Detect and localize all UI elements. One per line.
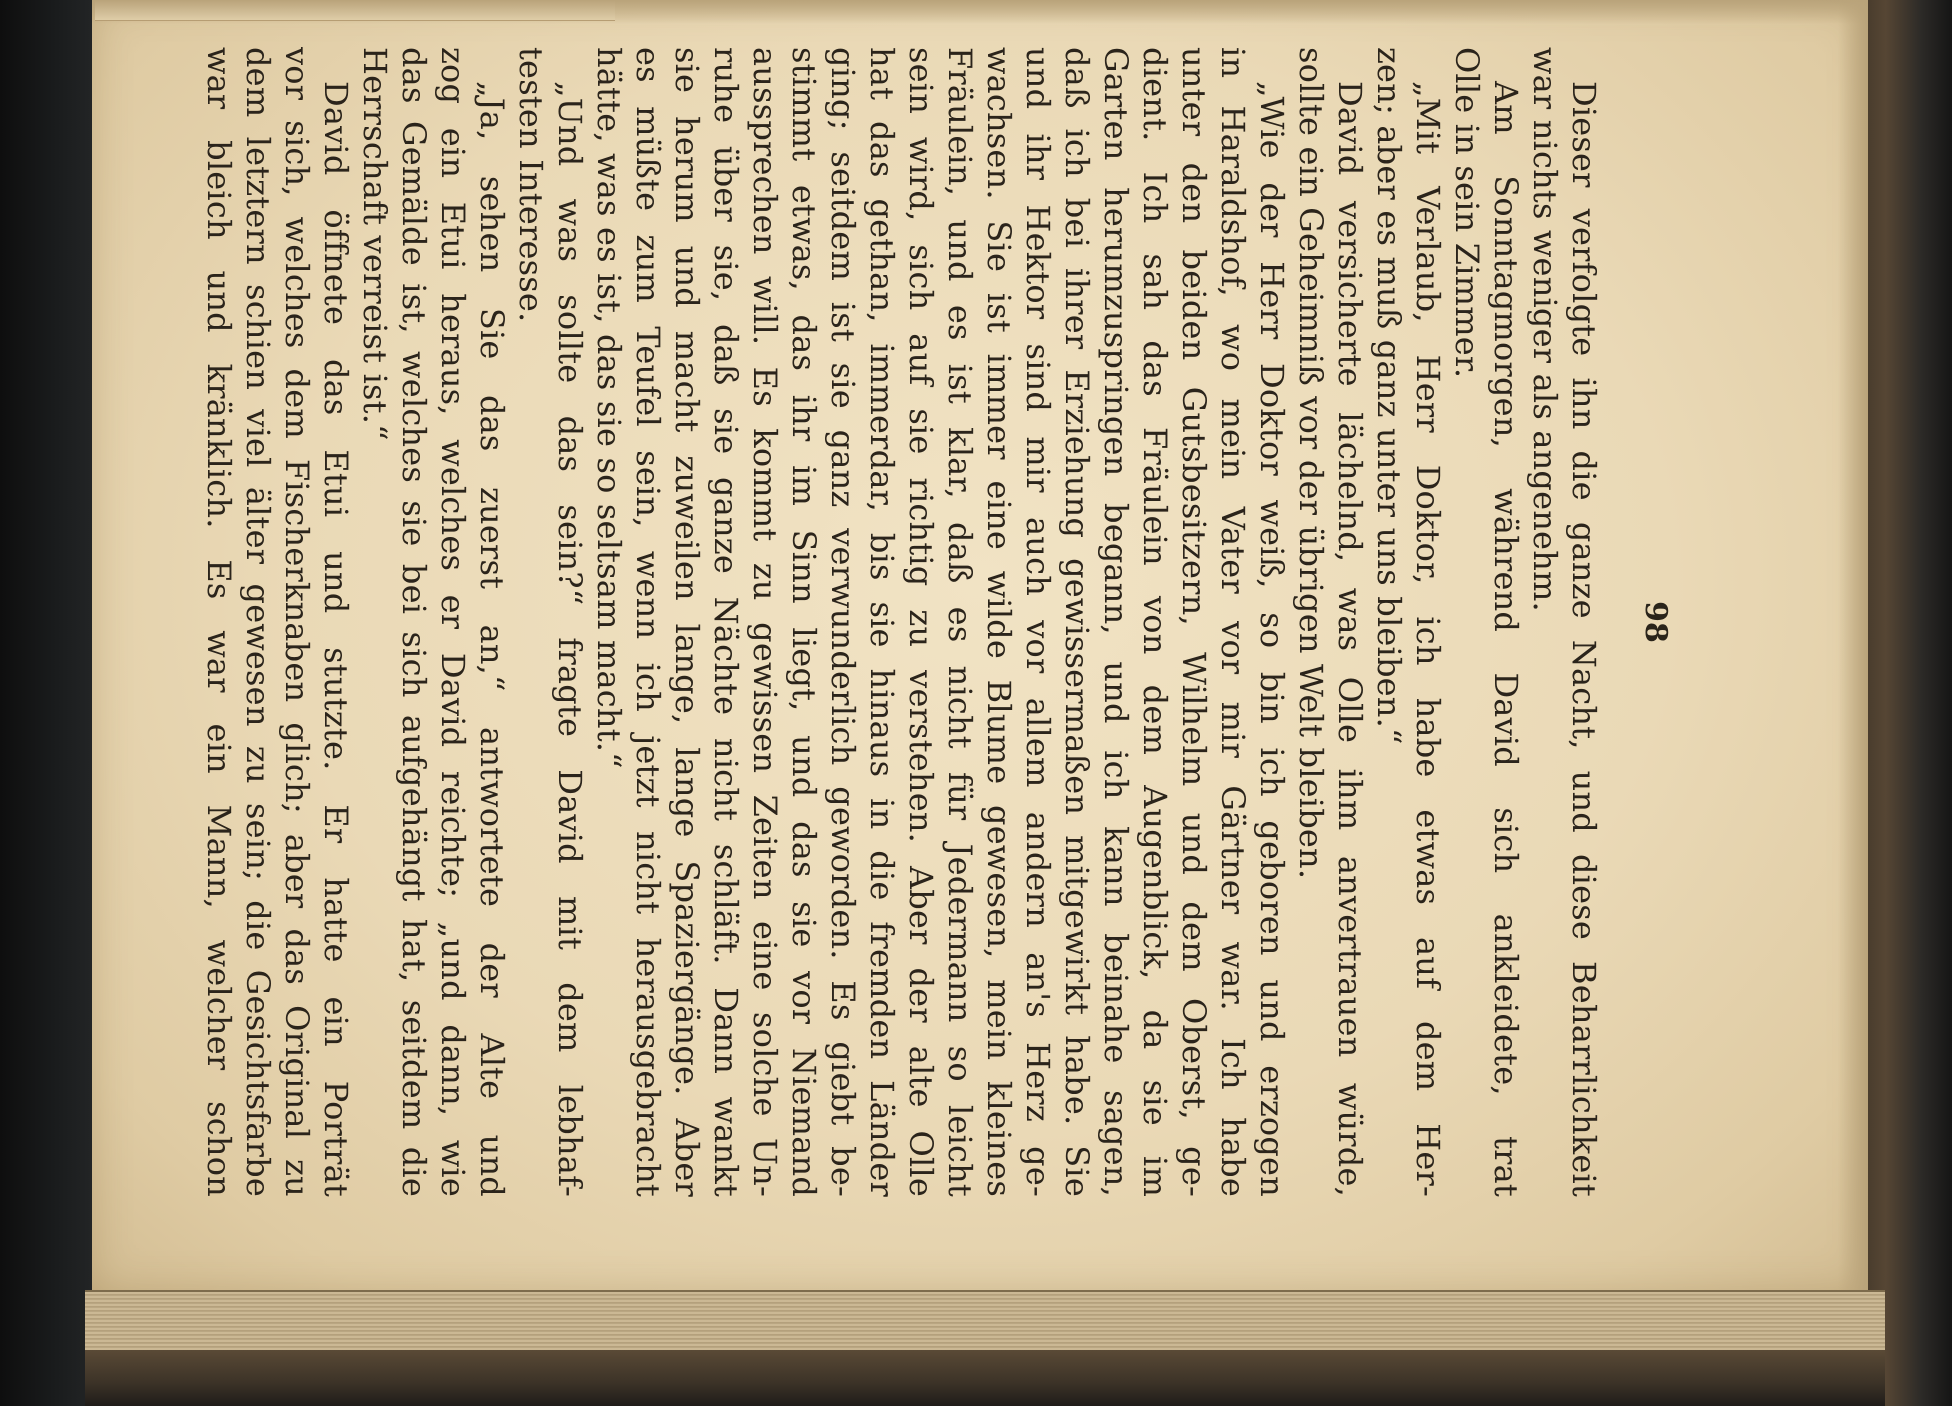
text-line: David versicherte lächelnd, was Olle ihm anvertrauen würde,	[1331, 81, 1369, 1197]
text-line: es müßte zum Teufel sein, wenn ich jetzt nicht herausgebracht	[629, 47, 667, 1197]
text-line: daß ich bei ihrer Erziehung gewissermaßen mitgewirkt habe. Sie	[1058, 47, 1096, 1197]
text-line: und ihr Hektor sind mir auch vor allem andern an's Herz ge-	[1019, 47, 1057, 1197]
text-line: sollte ein Geheimniß vor der übrigen Welt bleiben.	[1292, 47, 1330, 880]
text-line: unter den beiden Gutsbesitzern, Wilhelm und dem Oberst, ge-	[1175, 47, 1213, 1197]
text-line: „Und was sollte das sein?“ fragte David mit dem lebhaf-	[551, 81, 589, 1197]
page-number: 98	[1638, 601, 1673, 643]
text-line: zog ein Etui heraus, welches er David reichte; „und dann, wie	[434, 47, 472, 1197]
text-line: „Ja, sehen Sie das zuerst an,“ antwortete der Alte und	[473, 81, 511, 1197]
text-line: Olle in sein Zimmer.	[1448, 47, 1486, 379]
text-line: hat das gethan, immerdar, bis sie hinaus in die fremden Länder	[863, 47, 901, 1197]
text-line: Dieser verfolgte ihn die ganze Nacht, und diese Beharrlichkeit	[1565, 81, 1603, 1197]
text-line: sein wird, sich auf sie richtig zu verstehen. Aber der alte Olle	[902, 47, 940, 1197]
text-line: stimmt etwas, das ihr im Sinn liegt, und das sie vor Niemand	[785, 47, 823, 1197]
text-line: zen; aber es muß ganz unter uns bleiben.“	[1370, 47, 1408, 745]
text-line: testen Interesse.	[512, 47, 550, 323]
rotated-text-block	[200, 47, 1677, 1197]
text-line: ging; seitdem ist sie ganz verwunderlich geworden. Es giebt be-	[824, 47, 862, 1197]
text-line: dient. Ich sah das Fräulein von dem Augenblick, da sie im	[1136, 47, 1174, 1197]
text-line: wachsen. Sie ist immer eine wilde Blume gewesen, mein kleines	[980, 47, 1018, 1197]
text-line: sie herum und macht zuweilen lange, lange Spaziergänge. Aber	[668, 47, 706, 1197]
text-line: Fräulein, und es ist klar, daß es nicht für Jedermann so leicht	[941, 47, 979, 1197]
text-line: ruhe über sie, daß sie ganze Nächte nicht schläft. Dann wankt	[707, 47, 745, 1197]
text-line: hätte, was es ist, das sie so seltsam macht.“	[590, 47, 628, 769]
text-line: in Haraldshof, wo mein Vater vor mir Gärtner war. Ich habe	[1214, 47, 1252, 1197]
page-stack-edges	[85, 1290, 1885, 1352]
text-line: war bleich und kränklich. Es war ein Mann, welcher schon	[200, 47, 238, 1197]
bottom-cover	[85, 1350, 1885, 1406]
text-line: aussprechen will. Es kommt zu gewissen Zeiten eine solche Un-	[746, 47, 784, 1197]
page-gutter-shadow	[92, 0, 1868, 24]
text-line: vor sich, welches dem Fischerknaben glich; aber das Original zu	[278, 47, 316, 1197]
text-line: war nichts weniger als angenehm.	[1526, 47, 1564, 612]
text-line: Garten herumzuspringen begann, und ich kann beinahe sagen,	[1097, 47, 1135, 1197]
text-line: „Mit Verlaub, Herr Doktor, ich habe etwas auf dem Her-	[1409, 81, 1447, 1197]
text-line: „Wie der Herr Doktor weiß, so bin ich geboren und erzogen	[1253, 81, 1291, 1197]
text-body	[199, 47, 1603, 1197]
page-edge-shadow	[1838, 0, 1868, 1292]
text-line: das Gemälde ist, welches sie bei sich aufgehängt hat, seitdem die	[395, 47, 433, 1197]
text-line: Herrschaft verreist ist.“	[356, 47, 394, 441]
text-line: dem letztern schien viel älter gewesen zu sein; die Gesichtsfarbe	[239, 47, 277, 1197]
text-line: Am Sonntagmorgen, während David sich ankleidete, trat	[1487, 81, 1525, 1197]
left-binding	[0, 0, 95, 1406]
text-line: David öffnete das Etui und stutzte. Er hatte ein Porträt	[317, 81, 355, 1197]
